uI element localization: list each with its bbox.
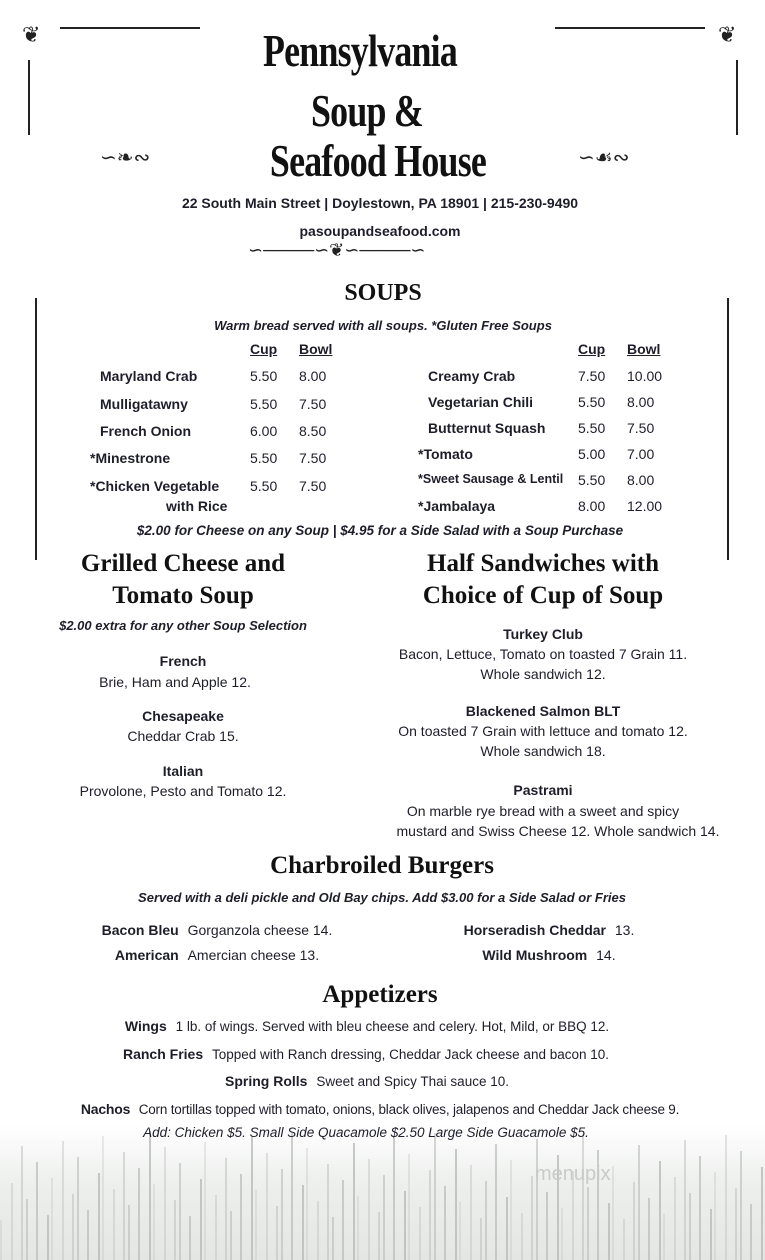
flower-stem <box>306 1148 308 1260</box>
item-desc: Provolone, Pesto and Tomato 12. <box>79 783 287 799</box>
soup-name: *Jambalaya <box>418 498 496 514</box>
flower-stem <box>113 1189 115 1260</box>
flower-stem <box>510 1160 512 1260</box>
flower-stem <box>189 1216 191 1260</box>
item-name: Ranch Fries <box>122 1046 204 1062</box>
flower-stem <box>291 1132 293 1260</box>
flower-stem <box>750 1204 752 1260</box>
bowl-price: 8.00 <box>627 472 655 488</box>
flower-stem <box>215 1195 217 1260</box>
flower-stem <box>383 1175 385 1260</box>
flower-stem <box>77 1157 79 1260</box>
flower-stem <box>317 1201 319 1260</box>
item-desc: Corn tortillas topped with tomato, onions, black olives, jalapenos and Cheddar Jack cheese 9. <box>138 1102 680 1117</box>
cup-price: 8.00 <box>578 498 606 514</box>
bowl-price: 8.00 <box>299 368 327 384</box>
flower-stem <box>761 1167 763 1260</box>
item-name: Turkey Club <box>503 626 583 642</box>
soup-name: *Minestrone <box>90 450 171 466</box>
item-desc: Brie, Ham and Apple 12. <box>99 674 251 690</box>
flower-stem <box>342 1180 344 1260</box>
divider <box>736 60 738 135</box>
cup-price: 5.00 <box>578 446 606 462</box>
flower-stem <box>725 1135 727 1260</box>
menu-item <box>225 1073 509 1091</box>
flower-stem <box>164 1147 166 1260</box>
item-desc: 13. <box>614 922 635 938</box>
soup-name: *Chicken Vegetable <box>90 478 220 494</box>
item-desc: Cheddar Crab 15. <box>127 728 239 744</box>
item-name: Wild Mushroom <box>482 947 588 963</box>
flower-stem <box>455 1149 457 1260</box>
column-header: Cup <box>578 341 606 357</box>
soup-name: French Onion <box>100 423 191 439</box>
flower-stem <box>102 1136 104 1260</box>
column-header: Bowl <box>299 341 333 357</box>
menu-item <box>123 1046 609 1064</box>
divider <box>727 298 729 560</box>
flower-stem <box>179 1163 181 1260</box>
flower-stem <box>200 1179 202 1260</box>
item-desc: Topped with Ranch dressing, Cheddar Jack cheese and bacon 10. <box>212 1047 610 1062</box>
flower-stem <box>11 1183 13 1260</box>
divider <box>555 27 705 29</box>
logo-line: Pennsylvania <box>262 25 458 76</box>
logo-line: Soup & <box>311 85 423 136</box>
flower-stem <box>204 1142 206 1260</box>
flower-stem <box>459 1202 461 1260</box>
flower-stem <box>561 1208 563 1260</box>
website-link[interactable]: pasoupandseafood.com <box>299 223 461 239</box>
flower-stem <box>531 1176 533 1260</box>
soup-name: *Sweet Sausage & Lentil <box>418 472 564 486</box>
cup-price: 5.50 <box>250 478 278 494</box>
section-title: Appetizers <box>322 981 438 1008</box>
cup-price: 5.50 <box>578 420 606 436</box>
flower-stem <box>674 1177 676 1260</box>
flower-stem <box>495 1144 497 1260</box>
bowl-price: 12.00 <box>627 498 663 514</box>
flower-stem <box>281 1169 283 1260</box>
flower-stem <box>740 1151 742 1260</box>
section-title: Charbroiled Burgers <box>270 852 494 879</box>
menu-item <box>125 1018 609 1036</box>
bowl-price: 7.50 <box>299 396 327 412</box>
flower-stem <box>240 1174 242 1260</box>
soup-name: Creamy Crab <box>428 368 516 384</box>
item-desc: Gorganzola cheese 14. <box>187 922 333 938</box>
cup-price: 5.50 <box>250 368 278 384</box>
item-desc: Bacon, Lettuce, Tomato on toasted 7 Grain 11. <box>398 646 688 662</box>
cup-price: 6.00 <box>250 423 278 439</box>
flower-stem <box>408 1154 410 1260</box>
flower-stem <box>327 1164 329 1260</box>
flower-stem <box>648 1198 650 1260</box>
section-subtitle: $2.00 extra for any other Soup Selection <box>59 618 307 633</box>
section-title: Choice of Cup of Soup <box>422 582 664 609</box>
addons: Add: Chicken $5. Small Side Quacamole $2.50 Large Side Guacamole $5. <box>143 1125 589 1140</box>
flower-stem <box>521 1213 523 1260</box>
soup-name: with Rice <box>166 498 228 514</box>
flower-stem <box>710 1209 712 1260</box>
flower-stem <box>353 1143 355 1260</box>
flower-stem <box>251 1137 253 1260</box>
item-name: Pastrami <box>513 782 573 798</box>
flower-stem <box>684 1140 686 1260</box>
flower-stem <box>470 1165 472 1260</box>
bowl-price: 8.00 <box>627 394 655 410</box>
flower-stem <box>21 1146 23 1260</box>
flower-stem <box>138 1168 140 1260</box>
item-desc: Sweet and Spicy Thai sauce 10. <box>316 1074 509 1089</box>
flower-stem <box>393 1138 395 1260</box>
flower-stem <box>633 1182 635 1260</box>
item-name: Spring Rolls <box>225 1073 308 1089</box>
wildflower-background <box>0 1125 765 1260</box>
item-desc: 14. <box>596 947 616 963</box>
flower-stem <box>587 1187 589 1260</box>
flower-stem <box>149 1131 151 1260</box>
flower-stem <box>419 1207 421 1260</box>
item-name: French <box>159 653 207 669</box>
item-name: Italian <box>162 763 204 779</box>
flower-stem <box>255 1190 257 1260</box>
flower-stem <box>663 1214 665 1260</box>
flower-stem <box>153 1184 155 1260</box>
divider <box>28 60 30 135</box>
flourish-icon: ∽❧∾ <box>100 147 151 169</box>
flower-stem <box>480 1218 482 1260</box>
flourish-divider-icon: ∽────∽❦∽────∽ <box>248 240 426 260</box>
flower-stem <box>98 1173 100 1260</box>
flower-stem <box>36 1162 38 1260</box>
bowl-price: 10.00 <box>627 368 663 384</box>
cup-price: 5.50 <box>578 472 606 488</box>
soup-footer: $2.00 for Cheese on any Soup | $4.95 for a Side Salad with a Soup Purchase <box>136 523 624 538</box>
flower-stem <box>47 1215 49 1260</box>
item-name: American <box>114 947 179 963</box>
flourish-icon: ❦ <box>718 22 737 47</box>
soup-name: Vegetarian Chili <box>428 394 534 410</box>
flower-stem <box>735 1188 737 1260</box>
item-desc: Amercian cheese 13. <box>187 947 320 963</box>
flower-stem <box>506 1197 508 1260</box>
item-name: Bacon Bleu <box>101 922 179 938</box>
watermark: menupix <box>535 1163 611 1185</box>
cup-price: 7.50 <box>578 368 606 384</box>
flourish-icon: ❦ <box>22 22 41 47</box>
logo-line: Seafood House <box>269 135 487 186</box>
item-desc: On marble rye bread with a sweet and spicy <box>406 803 680 819</box>
flower-stem <box>62 1141 64 1260</box>
bowl-price: 7.50 <box>299 450 327 466</box>
column-header: Bowl <box>627 341 661 357</box>
section-title: SOUPS <box>344 280 422 306</box>
flower-stem <box>357 1196 359 1260</box>
soup-name: Mulligatawny <box>100 396 188 412</box>
flower-stem <box>699 1156 701 1260</box>
menu-item <box>102 922 333 940</box>
flower-stem <box>0 1220 2 1260</box>
flower-stem <box>302 1185 304 1260</box>
flower-stem <box>404 1191 406 1260</box>
item-name: Horseradish Cheddar <box>463 922 607 938</box>
section-subtitle: Warm bread served with all soups. *Gluten Free Soups <box>214 318 552 333</box>
section-title: Grilled Cheese and <box>80 550 286 577</box>
menu-item <box>464 922 635 940</box>
item-desc: Whole sandwich 18. <box>480 743 606 759</box>
item-desc: On toasted 7 Grain with lettuce and tomato 12. <box>398 723 688 739</box>
divider <box>35 298 37 560</box>
menu-item <box>81 1101 679 1119</box>
flower-stem <box>230 1211 232 1260</box>
flower-stem <box>332 1217 334 1260</box>
flower-stem <box>434 1133 436 1260</box>
bowl-price: 7.50 <box>627 420 655 436</box>
flower-stem <box>714 1172 716 1260</box>
flower-stem <box>485 1181 487 1260</box>
soup-name: Maryland Crab <box>100 368 198 384</box>
flower-stem <box>87 1210 89 1260</box>
item-desc: mustard and Swiss Cheese 12. Whole sandwich 14. <box>396 823 720 839</box>
soup-name: *Tomato <box>418 446 473 462</box>
flower-stem <box>612 1166 614 1260</box>
flower-stem <box>128 1205 130 1260</box>
item-name: Blackened Salmon BLT <box>465 703 621 719</box>
flower-stem <box>444 1186 446 1260</box>
item-name: Wings <box>124 1018 167 1034</box>
flower-stem <box>429 1170 431 1260</box>
flower-stem <box>276 1206 278 1260</box>
flower-stem <box>608 1203 610 1260</box>
cup-price: 5.50 <box>578 394 606 410</box>
flower-stem <box>623 1219 625 1260</box>
bowl-price: 7.50 <box>299 478 327 494</box>
menu-item <box>482 947 615 965</box>
flower-stem <box>546 1192 548 1260</box>
bowl-price: 7.00 <box>627 446 655 462</box>
section-title: Half Sandwiches with <box>427 550 659 577</box>
flower-stem <box>659 1161 661 1260</box>
flower-stem <box>266 1153 268 1260</box>
cup-price: 5.50 <box>250 396 278 412</box>
bowl-price: 8.50 <box>299 423 327 439</box>
menu-item <box>115 947 319 965</box>
item-desc: 1 lb. of wings. Served with bleu cheese and celery. Hot, Mild, or BBQ 12. <box>175 1019 610 1034</box>
flower-stem <box>51 1178 53 1260</box>
flower-stem <box>72 1194 74 1260</box>
section-subtitle: Served with a deli pickle and Old Bay chips. Add $3.00 for a Side Salad or Fries <box>138 890 626 905</box>
flower-stem <box>689 1193 691 1260</box>
item-name: Chesapeake <box>142 708 224 724</box>
column-header: Cup <box>250 341 278 357</box>
flower-stem <box>536 1139 538 1260</box>
item-name: Nachos <box>80 1101 131 1117</box>
flower-stem <box>26 1199 28 1260</box>
flower-stem <box>582 1134 584 1260</box>
address: 22 South Main Street | Doylestown, PA 18901 | 215-230-9490 <box>181 195 579 211</box>
divider <box>60 27 200 29</box>
section-title: Tomato Soup <box>112 582 254 609</box>
item-desc: Whole sandwich 12. <box>480 666 606 682</box>
soup-name: Butternut Squash <box>428 420 546 436</box>
flower-stem <box>638 1145 640 1260</box>
cup-price: 5.50 <box>250 450 278 466</box>
flower-stem <box>225 1158 227 1260</box>
flower-stem <box>378 1212 380 1260</box>
flower-stem <box>174 1200 176 1260</box>
flower-stem <box>368 1159 370 1260</box>
flourish-icon: ∽☙∾ <box>578 147 630 169</box>
flower-stem <box>123 1152 125 1260</box>
